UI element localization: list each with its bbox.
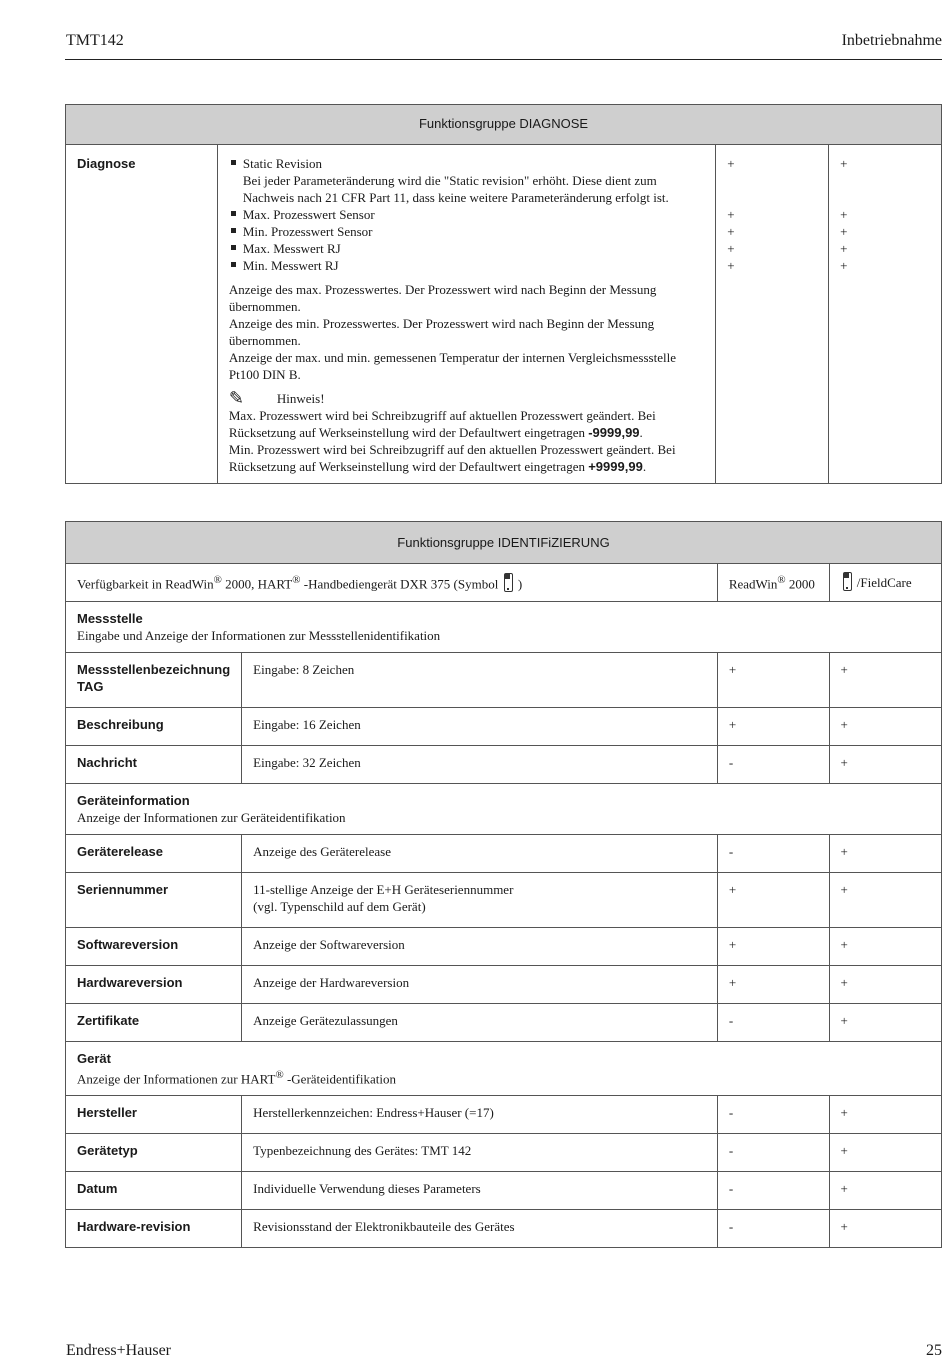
table-row: Messstellenbezeichnung TAG Eingabe: 8 Zeichen + + — [66, 653, 942, 708]
table-row: Zertifikate Anzeige Gerätezulassungen - + — [66, 1004, 942, 1042]
table-row: Softwareversion Anzeige der Softwareversion + + — [66, 928, 942, 966]
ident-title: Funktionsgruppe IDENTIFiZIERUNG — [66, 522, 942, 564]
diagnose-title: Funktionsgruppe DIAGNOSE — [66, 105, 942, 145]
diagnose-list — [229, 155, 704, 274]
header-product: TMT142 — [66, 32, 124, 49]
pencil-icon: ✎ — [228, 388, 244, 408]
identification-table — [65, 521, 942, 1248]
handheld-icon — [843, 572, 852, 591]
table-row: Nachricht Eingabe: 32 Zeichen - + — [66, 746, 942, 784]
diagnose-content — [217, 145, 715, 484]
page-number: 25 — [926, 1342, 942, 1359]
diagnose-col3: + + + + + — [716, 145, 829, 484]
diagnose-label: Diagnose — [66, 145, 218, 484]
desc-min-process: Anzeige des min. Prozesswertes. Der Prozesswert wird nach Beginn der Messung übernommen. — [228, 316, 655, 348]
list-item: Max. Messwert RJ — [229, 240, 704, 257]
list-item: Min. Messwert RJ — [229, 257, 704, 274]
list-item: Max. Prozesswert Sensor — [229, 206, 704, 223]
fieldcare-head: /FieldCare — [829, 564, 941, 602]
handheld-icon — [504, 573, 513, 592]
list-item: Min. Prozesswert Sensor — [229, 223, 704, 240]
section-messstelle: Messstelle Eingabe und Anzeige der Informationen zur Messstellenidentifikation — [66, 602, 942, 653]
hint-min: Min. Prozesswert wird bei Schreibzugriff auf den aktuellen Prozesswert geändert. Bei Rücksetzung auf Werkseinstellung wird der Defaultwert eingetragen +9999,99. — [228, 442, 676, 474]
section-geraeteinformation: Geräteinformation Anzeige der Informationen zur Geräteidentifikation — [66, 784, 942, 835]
desc-max-process: Anzeige des max. Prozesswertes. Der Prozesswert wird nach Beginn der Messung übernommen. — [228, 282, 657, 314]
diagnose-table — [65, 104, 942, 484]
static-revision-desc: Bei jeder Parameteränderung wird die "Static revision" erhöht. Diese dient zum Nachweis nach 21 CFR Part 11, dass keine weitere Parameteränderung erfolgt ist. — [242, 173, 669, 205]
table-row: Datum Individuelle Verwendung dieses Parameters - + — [66, 1172, 942, 1210]
header-rule — [65, 59, 942, 60]
table-row: Geräterelease Anzeige des Geräterelease - + — [66, 835, 942, 873]
table-row: Hersteller Herstellerkennzeichen: Endress+Hauser (=17) - + — [66, 1096, 942, 1134]
table-row: Hardwareversion Anzeige der Hardwareversion + + — [66, 966, 942, 1004]
hint — [229, 390, 704, 407]
section-geraet: Gerät Anzeige der Informationen zur HART® -Geräteidentifikation — [66, 1042, 942, 1096]
availability-cell: Verfügbarkeit in ReadWin® 2000, HART® -Handbediengerät DXR 375 (Symbol ) — [66, 564, 718, 602]
table-row: Seriennummer 11-stellige Anzeige der E+H Geräteseriennummer (vgl. Typenschild auf dem Gerät) + + — [66, 873, 942, 928]
table-row: Beschreibung Eingabe: 16 Zeichen + + — [66, 708, 942, 746]
hint-max: Max. Prozesswert wird bei Schreibzugriff auf aktuellen Prozesswert geändert. Bei Rücksetzung auf Werkseinstellung wird der Defaultwert eingetragen -9999,99. — [228, 408, 656, 440]
readwin-head: ReadWin® 2000 — [717, 564, 829, 602]
diagnose-col4: + + + + + — [829, 145, 942, 484]
list-item: Static Revision Bei jeder Parameteränderung wird die "Static revision" erhöht. Diese dient zum Nachweis nach 21 CFR Part 11, dass keine weitere Parameteränderung erfolgt ist. — [229, 155, 704, 206]
header-chapter: Inbetriebnahme — [841, 32, 942, 49]
footer-company: Endress+Hauser — [66, 1342, 171, 1359]
hint-label: Hinweis! — [276, 391, 325, 406]
table-row: Hardware-revision Revisionsstand der Elektronikbauteile des Gerätes - + — [66, 1210, 942, 1248]
table-row: Gerätetyp Typenbezeichnung des Gerätes: TMT 142 - + — [66, 1134, 942, 1172]
desc-rj: Anzeige der max. und min. gemessenen Temperatur der internen Vergleichsmessstelle Pt100 DIN B. — [228, 350, 676, 382]
